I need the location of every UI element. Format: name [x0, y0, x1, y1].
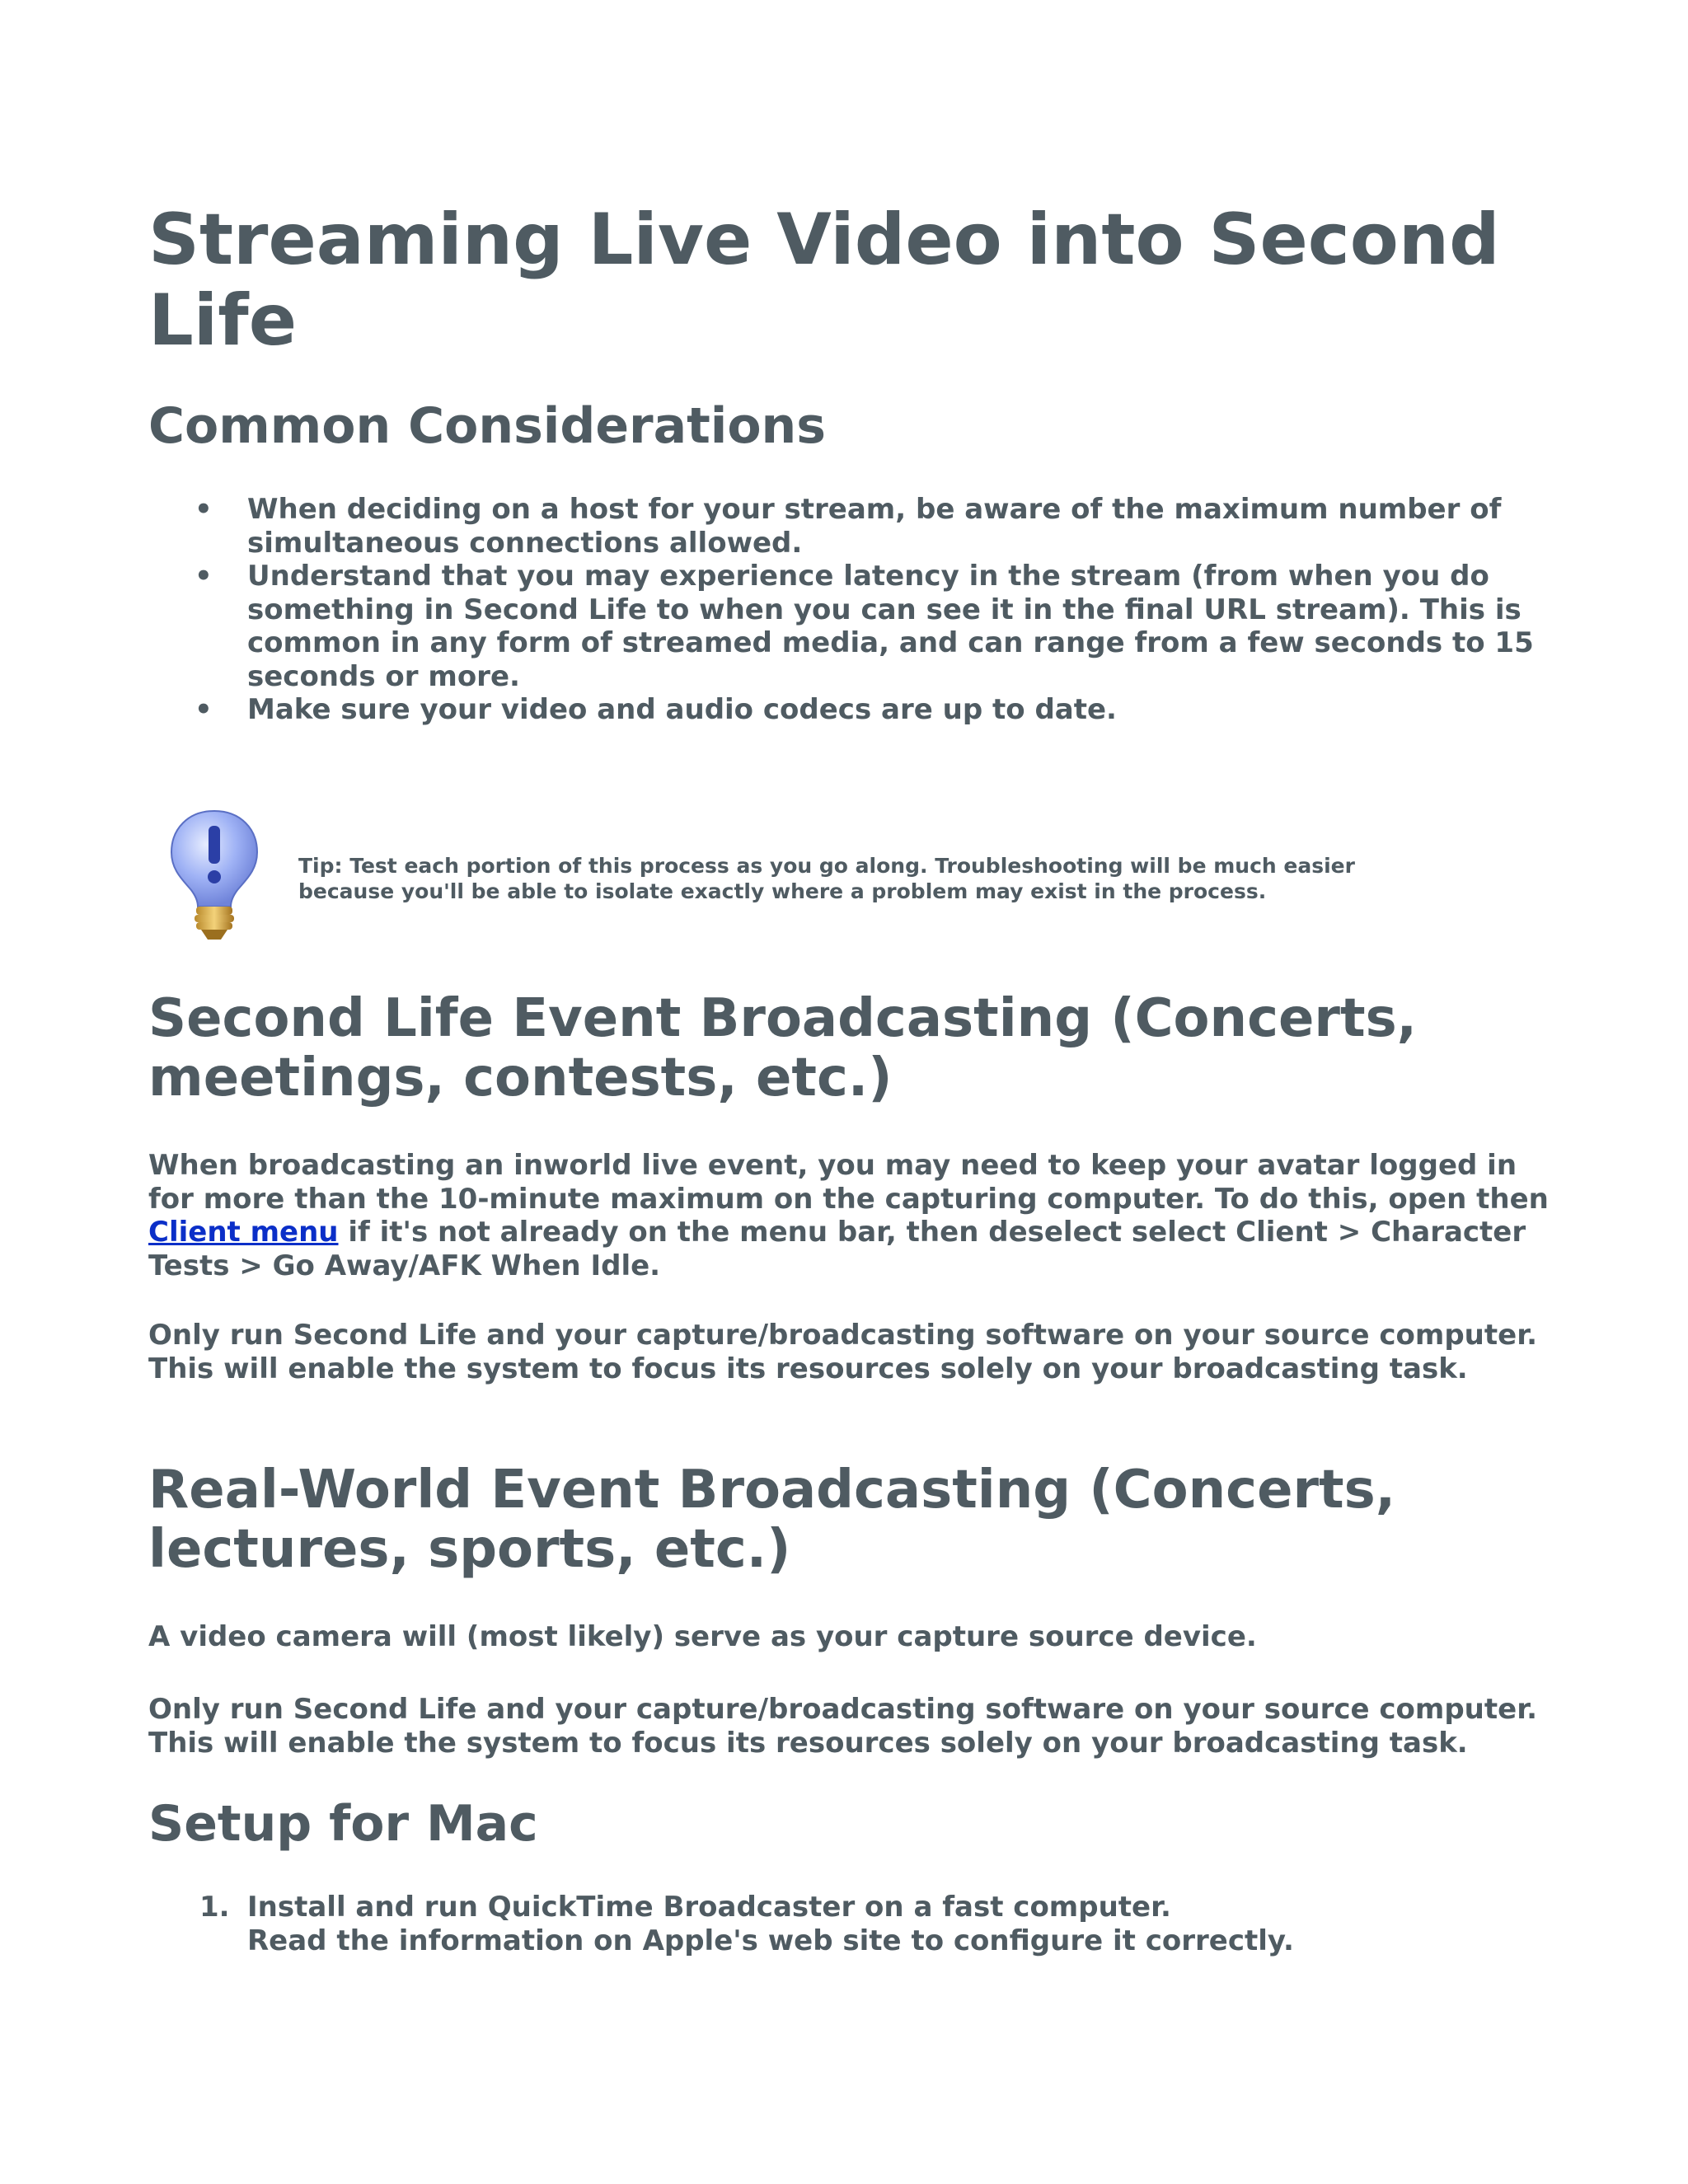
- list-item: [148, 493, 1566, 560]
- list-item: [148, 560, 1566, 693]
- heading-rw-event-broadcasting: Real-World Event Broadcasting (Concerts, lectures, sports, etc.): [148, 1460, 1396, 1580]
- tip-callout: [165, 808, 1451, 948]
- bullet-icon: •: [195, 560, 213, 593]
- tip-text: Tip: Test each portion of this process as you go along. Troubleshooting will be much easier because you'll be able to isolate exactly where a problem may exist in the process.: [298, 854, 1355, 903]
- sl-event-paragraph-2: Only run Second Life and your capture/broadcasting software on your source computer. This will enable the system to focus its resources solely on your broadcasting task.: [148, 1319, 1538, 1385]
- page-title: Streaming Live Video into Second Life: [148, 199, 1500, 362]
- step-line-2: Read the information on Apple's web site to configure it correctly.: [247, 1924, 1294, 1957]
- heading-sl-event-broadcasting: Second Life Event Broadcasting (Concerts, meetings, contests, etc.): [148, 988, 1417, 1108]
- heading-common-considerations: Common Considerations: [148, 397, 826, 455]
- step-number: 1.: [199, 1891, 230, 1924]
- mac-setup-steps: [148, 1891, 1566, 1957]
- lightbulb-icon: [165, 808, 264, 944]
- sl-event-paragraph-1: [148, 1149, 1566, 1282]
- rw-event-paragraph-2: Only run Second Life and your capture/broadcasting software on your source computer. This will enable the system to focus its resources solely on your broadcasting task.: [148, 1693, 1538, 1760]
- heading-setup-for-mac: Setup for Mac: [148, 1795, 538, 1853]
- list-item-text: Make sure your video and audio codecs are up to date.: [247, 693, 1117, 726]
- considerations-list: [148, 493, 1566, 727]
- list-item: [148, 693, 1566, 727]
- list-item: [148, 1891, 1566, 1957]
- paragraph-text: When broadcasting an inworld live event, you may need to keep your avatar logged in for more than the 10-minute maximum on the capturing computer. To do this, open then: [148, 1149, 1549, 1216]
- list-item-text: When deciding on a host for your stream, be aware of the maximum number of simultaneous connections allowed.: [247, 493, 1502, 560]
- bullet-icon: •: [195, 693, 213, 726]
- client-menu-link[interactable]: Client menu: [148, 1216, 339, 1249]
- paragraph-text: if it's not already on the menu bar, then deselect select Client > Character Tests > Go Away/AFK When Idle.: [148, 1216, 1526, 1282]
- bullet-icon: •: [195, 493, 213, 526]
- rw-event-paragraph-1: A video camera will (most likely) serve as your capture source device.: [148, 1620, 1257, 1653]
- list-item-text: Understand that you may experience latency in the stream (from when you do something in Second Life to when you can see it in the final URL stream). This is common in any form of streamed media, and can range from a few seconds to 15 seconds or more.: [247, 560, 1534, 693]
- step-line-1: Install and run QuickTime Broadcaster on a fast computer.: [247, 1891, 1171, 1924]
